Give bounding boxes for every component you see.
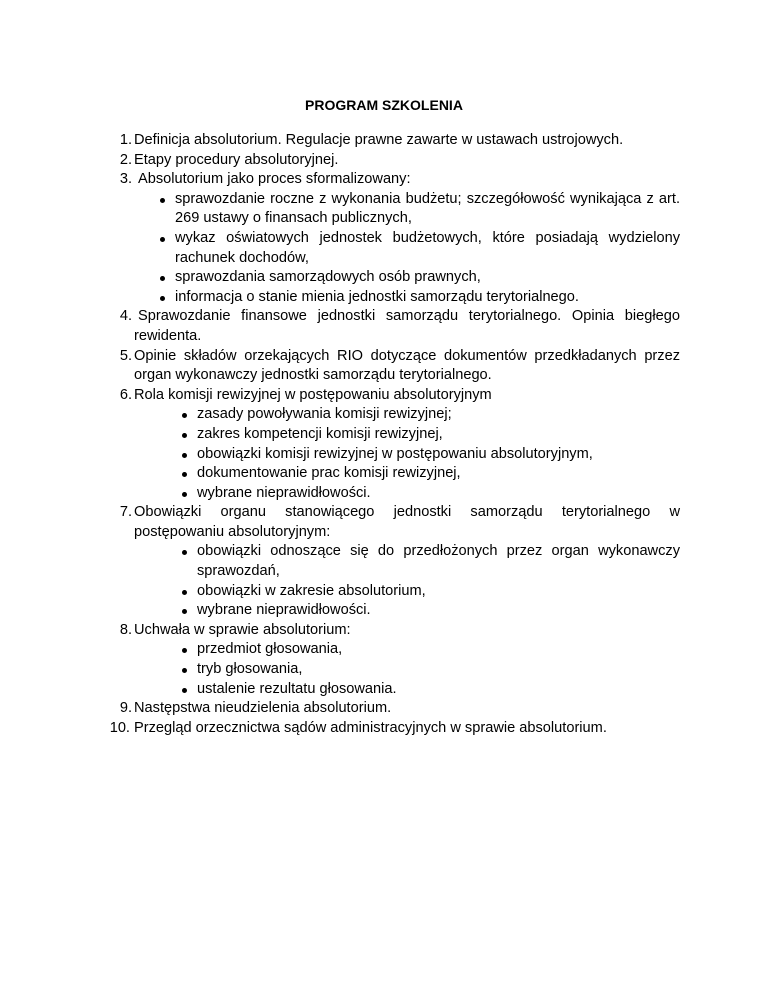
bullet-list xyxy=(178,405,680,503)
bullet-text: wykaz oświatowych jednostek budżetowych, które posiadają wydzielony rachunek dochodów, xyxy=(175,229,680,266)
item-text: Absolutorium jako proces sformalizowany: xyxy=(138,171,411,188)
bullet-item xyxy=(156,288,680,308)
bullet-item xyxy=(178,464,680,484)
bullet-dot-icon xyxy=(182,590,187,595)
list-item xyxy=(108,621,680,699)
bullet-item xyxy=(178,445,680,465)
document-title: PROGRAM SZKOLENIA xyxy=(305,97,463,113)
item-text: Przegląd orzecznictwa sądów administracyjnych w sprawie absolutorium. xyxy=(134,719,607,736)
list-item xyxy=(108,347,680,386)
bullet-dot-icon xyxy=(182,492,187,497)
bullet-text: dokumentowanie prac komisji rewizyjnej, xyxy=(197,465,461,482)
bullet-text: obowiązki odnoszące się do przedłożonych przez organ wykonawczy sprawozdań, xyxy=(197,543,680,580)
bullet-text: wybrane nieprawidłowości. xyxy=(197,484,371,501)
bullet-dot-icon xyxy=(182,609,187,614)
item-number: 4. xyxy=(119,308,132,325)
bullet-dot-icon xyxy=(182,668,187,673)
item-number: 7. xyxy=(119,504,132,521)
bullet-list xyxy=(178,640,680,699)
bullet-item xyxy=(178,601,680,621)
item-text: Sprawozdanie finansowe jednostki samorządu terytorialnego. Opinia biegłego rewidenta. xyxy=(134,308,680,344)
bullet-text: tryb głosowania, xyxy=(197,661,303,678)
bullet-list xyxy=(156,190,680,308)
item-text: Opinie składów orzekających RIO dotyczące dokumentów przedkładanych przez organ wykonawczy jednostki samorządu terytorialnego. xyxy=(134,347,680,384)
bullet-dot-icon xyxy=(182,433,187,438)
bullet-list xyxy=(178,542,680,620)
bullet-item xyxy=(156,229,680,268)
item-number: 3. xyxy=(119,171,132,188)
bullet-dot-icon xyxy=(182,648,187,653)
bullet-item xyxy=(156,268,680,288)
bullet-item xyxy=(178,425,680,445)
item-text: Uchwała w sprawie absolutorium: xyxy=(134,621,351,638)
list-item xyxy=(108,503,680,621)
bullet-text: wybrane nieprawidłowości. xyxy=(197,602,371,619)
item-number: 10. xyxy=(109,719,130,736)
bullet-text: sprawozdania samorządowych osób prawnych, xyxy=(175,269,481,286)
item-number: 8. xyxy=(119,621,132,638)
list-item xyxy=(108,151,680,171)
bullet-text: informacja o stanie mienia jednostki samorządu terytorialnego. xyxy=(175,288,579,305)
bullet-text: zakres kompetencji komisji rewizyjnej, xyxy=(197,425,443,442)
item-number: 1. xyxy=(119,132,132,148)
bullet-item xyxy=(178,640,680,660)
document-body xyxy=(108,131,680,738)
bullet-item xyxy=(178,582,680,602)
list-item xyxy=(108,307,680,346)
bullet-dot-icon xyxy=(182,550,187,555)
item-number: 9. xyxy=(119,700,132,717)
bullet-dot-icon xyxy=(160,296,165,301)
list-item xyxy=(108,719,680,739)
bullet-text: zasady powoływania komisji rewizyjnej; xyxy=(197,406,452,423)
bullet-dot-icon xyxy=(182,413,187,418)
bullet-item xyxy=(156,190,680,229)
bullet-item xyxy=(178,484,680,504)
bullet-text: ustalenie rezultatu głosowania. xyxy=(197,680,397,697)
bullet-text: sprawozdanie roczne z wykonania budżetu; szczegółowość wynikająca z art. 269 ustawy o finansach publicznych, xyxy=(175,190,680,227)
list-item xyxy=(108,386,680,504)
bullet-dot-icon xyxy=(160,237,165,242)
bullet-dot-icon xyxy=(182,688,187,693)
bullet-dot-icon xyxy=(160,276,165,281)
item-text: Rola komisji rewizyjnej w postępowaniu absolutoryjnym xyxy=(134,386,492,403)
bullet-item xyxy=(178,660,680,680)
program-list xyxy=(108,131,680,738)
bullet-text: przedmiot głosowania, xyxy=(197,641,343,658)
item-text: Obowiązki organu stanowiącego jednostki samorządu terytorialnego w postępowaniu absolutoryjnym: xyxy=(134,504,680,540)
bullet-dot-icon xyxy=(182,472,187,477)
bullet-text: obowiązki komisji rewizyjnej w postępowaniu absolutoryjnym, xyxy=(197,445,593,462)
list-item xyxy=(108,170,680,307)
bullet-text: obowiązki w zakresie absolutorium, xyxy=(197,582,426,599)
bullet-item xyxy=(178,680,680,700)
item-number: 2. xyxy=(119,151,132,168)
item-text: Etapy procedury absolutoryjnej. xyxy=(134,151,339,168)
list-item xyxy=(108,131,680,151)
bullet-dot-icon xyxy=(160,198,165,203)
bullet-item xyxy=(178,405,680,425)
list-item xyxy=(108,699,680,719)
bullet-dot-icon xyxy=(182,453,187,458)
item-text: Następstwa nieudzielenia absolutorium. xyxy=(134,700,392,717)
item-text: Definicja absolutorium. Regulacje prawne zawarte w ustawach ustrojowych. xyxy=(134,132,624,148)
bullet-item xyxy=(178,542,680,581)
item-number: 5. xyxy=(119,347,132,364)
item-number: 6. xyxy=(119,386,132,403)
